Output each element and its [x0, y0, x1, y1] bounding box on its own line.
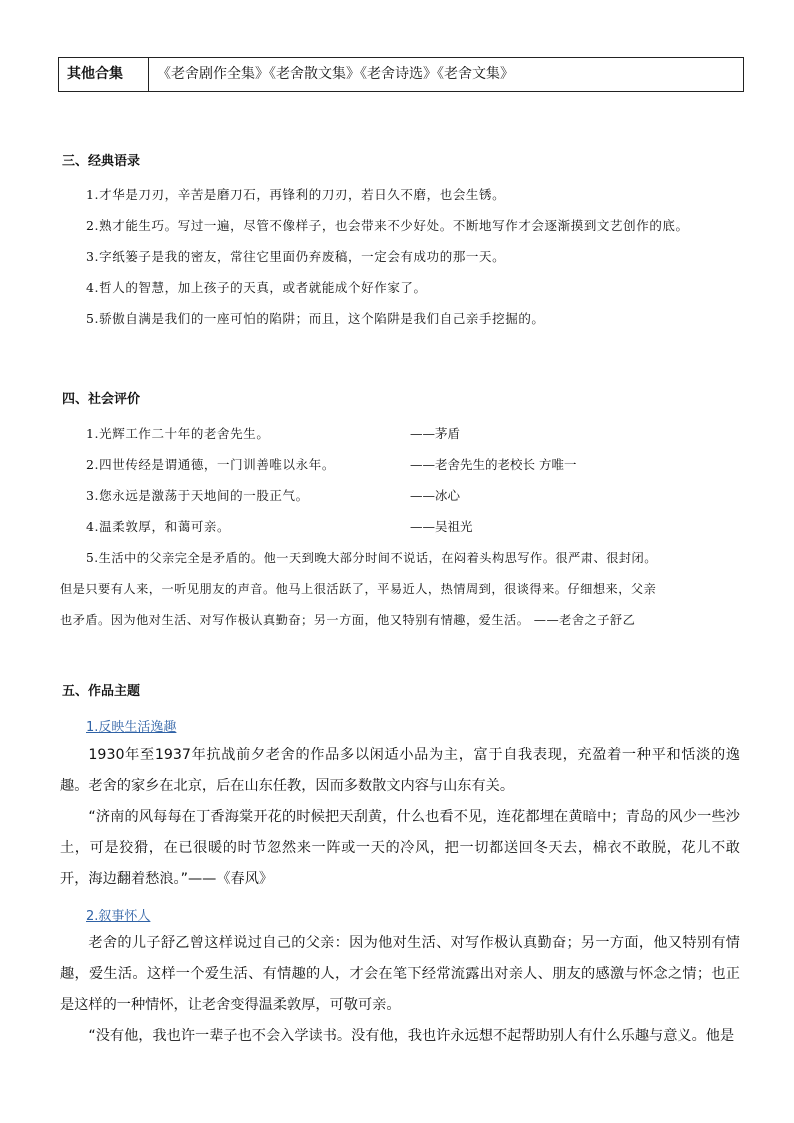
review-author: ——茅盾	[410, 426, 461, 441]
theme-subheading: 1.反映生活逸趣	[86, 720, 177, 735]
quote-item: 5.骄傲自满是我们的一座可怕的陷阱；而且，这个陷阱是我们自己亲手挖掘的。	[86, 311, 545, 326]
review-item: 1.光辉工作二十年的老舍先生。	[86, 426, 270, 441]
review-item-5-line: 也矛盾。因为他对生活、对写作极认真勤奋；另一方面，他又特别有情趣，爱生活。 ——老舍之子舒乙	[60, 613, 636, 627]
quote-item: 3.字纸篓子是我的密友，常往它里面仍弃废稿，一定会有成功的那一天。	[86, 249, 506, 264]
review-item: 2.四世传经是谓通德，一门训善唯以永年。	[86, 457, 335, 472]
review-author: ——吴祖光	[410, 519, 473, 534]
quote-item: 1.才华是刀刃，辛苦是磨刀石，再锋利的刀刃，若日久不磨，也会生锈。	[86, 187, 506, 202]
themes-heading: 五、作品主题	[62, 684, 141, 699]
collections-table	[58, 57, 744, 92]
table-value-cell: 《老舍剧作全集》《老舍散文集》《老舍诗选》《老舍文集》	[157, 66, 514, 82]
theme-paragraph: “济南的风每每在丁香海棠开花的时候把天刮黄，什么也看不见，连花都埋在黄暗中；青岛的风少一些沙土，可是狡猾，在已很暖的时节忽然来一阵或一天的冷风，把一切都送回冬天去，棉衣不敢脱，花儿不敢开，海边翻着愁浪。”——《春风》	[60, 809, 740, 887]
quote-item: 4.哲人的智慧，加上孩子的天真，或者就能成个好作家了。	[86, 280, 427, 295]
review-item-5-line: 但是只要有人来，一听见朋友的声音。他马上很活跃了，平易近人，热情周到，很谈得来。仔细想来，父亲	[60, 582, 657, 596]
theme-paragraph: 老舍的儿子舒乙曾这样说过自己的父亲：因为他对生活、对写作极认真勤奋；另一方面，他又特别有情趣，爱生活。这样一个爱生活、有情趣的人，才会在笔下经常流露出对亲人、朋友的感激与怀念之情；也正是这样的一种情怀，让老舍变得温柔敦厚，可敬可亲。	[60, 935, 740, 1013]
table-label-cell: 其他合集	[59, 58, 149, 91]
review-item: 3.您永远是激荡于天地间的一股正气。	[86, 488, 309, 503]
review-author: ——老舍先生的老校长 方唯一	[410, 457, 577, 472]
theme-paragraph: “没有他，我也许一辈子也不会入学读书。没有他，我也许永远想不起帮助别人有什么乐趣与意义。他是	[88, 1028, 735, 1044]
review-author: ——冰心	[410, 488, 461, 503]
review-item-5-line: 5.生活中的父亲完全是矛盾的。他一天到晚大部分时间不说话，在闷着头构思写作。很严肃、很封闭。	[86, 551, 657, 565]
theme-subheading: 2.叙事怀人	[86, 909, 151, 924]
quotes-heading: 三、经典语录	[62, 154, 141, 169]
review-item: 4.温柔敦厚，和蔼可亲。	[86, 519, 231, 534]
reviews-heading: 四、社会评价	[62, 392, 141, 407]
quote-item: 2.熟才能生巧。写过一遍，尽管不像样子，也会带来不少好处。不断地写作才会逐渐摸到文艺创作的底。	[86, 218, 689, 233]
theme-paragraph: 1930年至1937年抗战前夕老舍的作品多以闲适小品为主，富于自我表现，充盈着一种平和恬淡的逸趣。老舍的家乡在北京，后在山东任教，因而多数散文内容与山东有关。	[60, 747, 740, 794]
